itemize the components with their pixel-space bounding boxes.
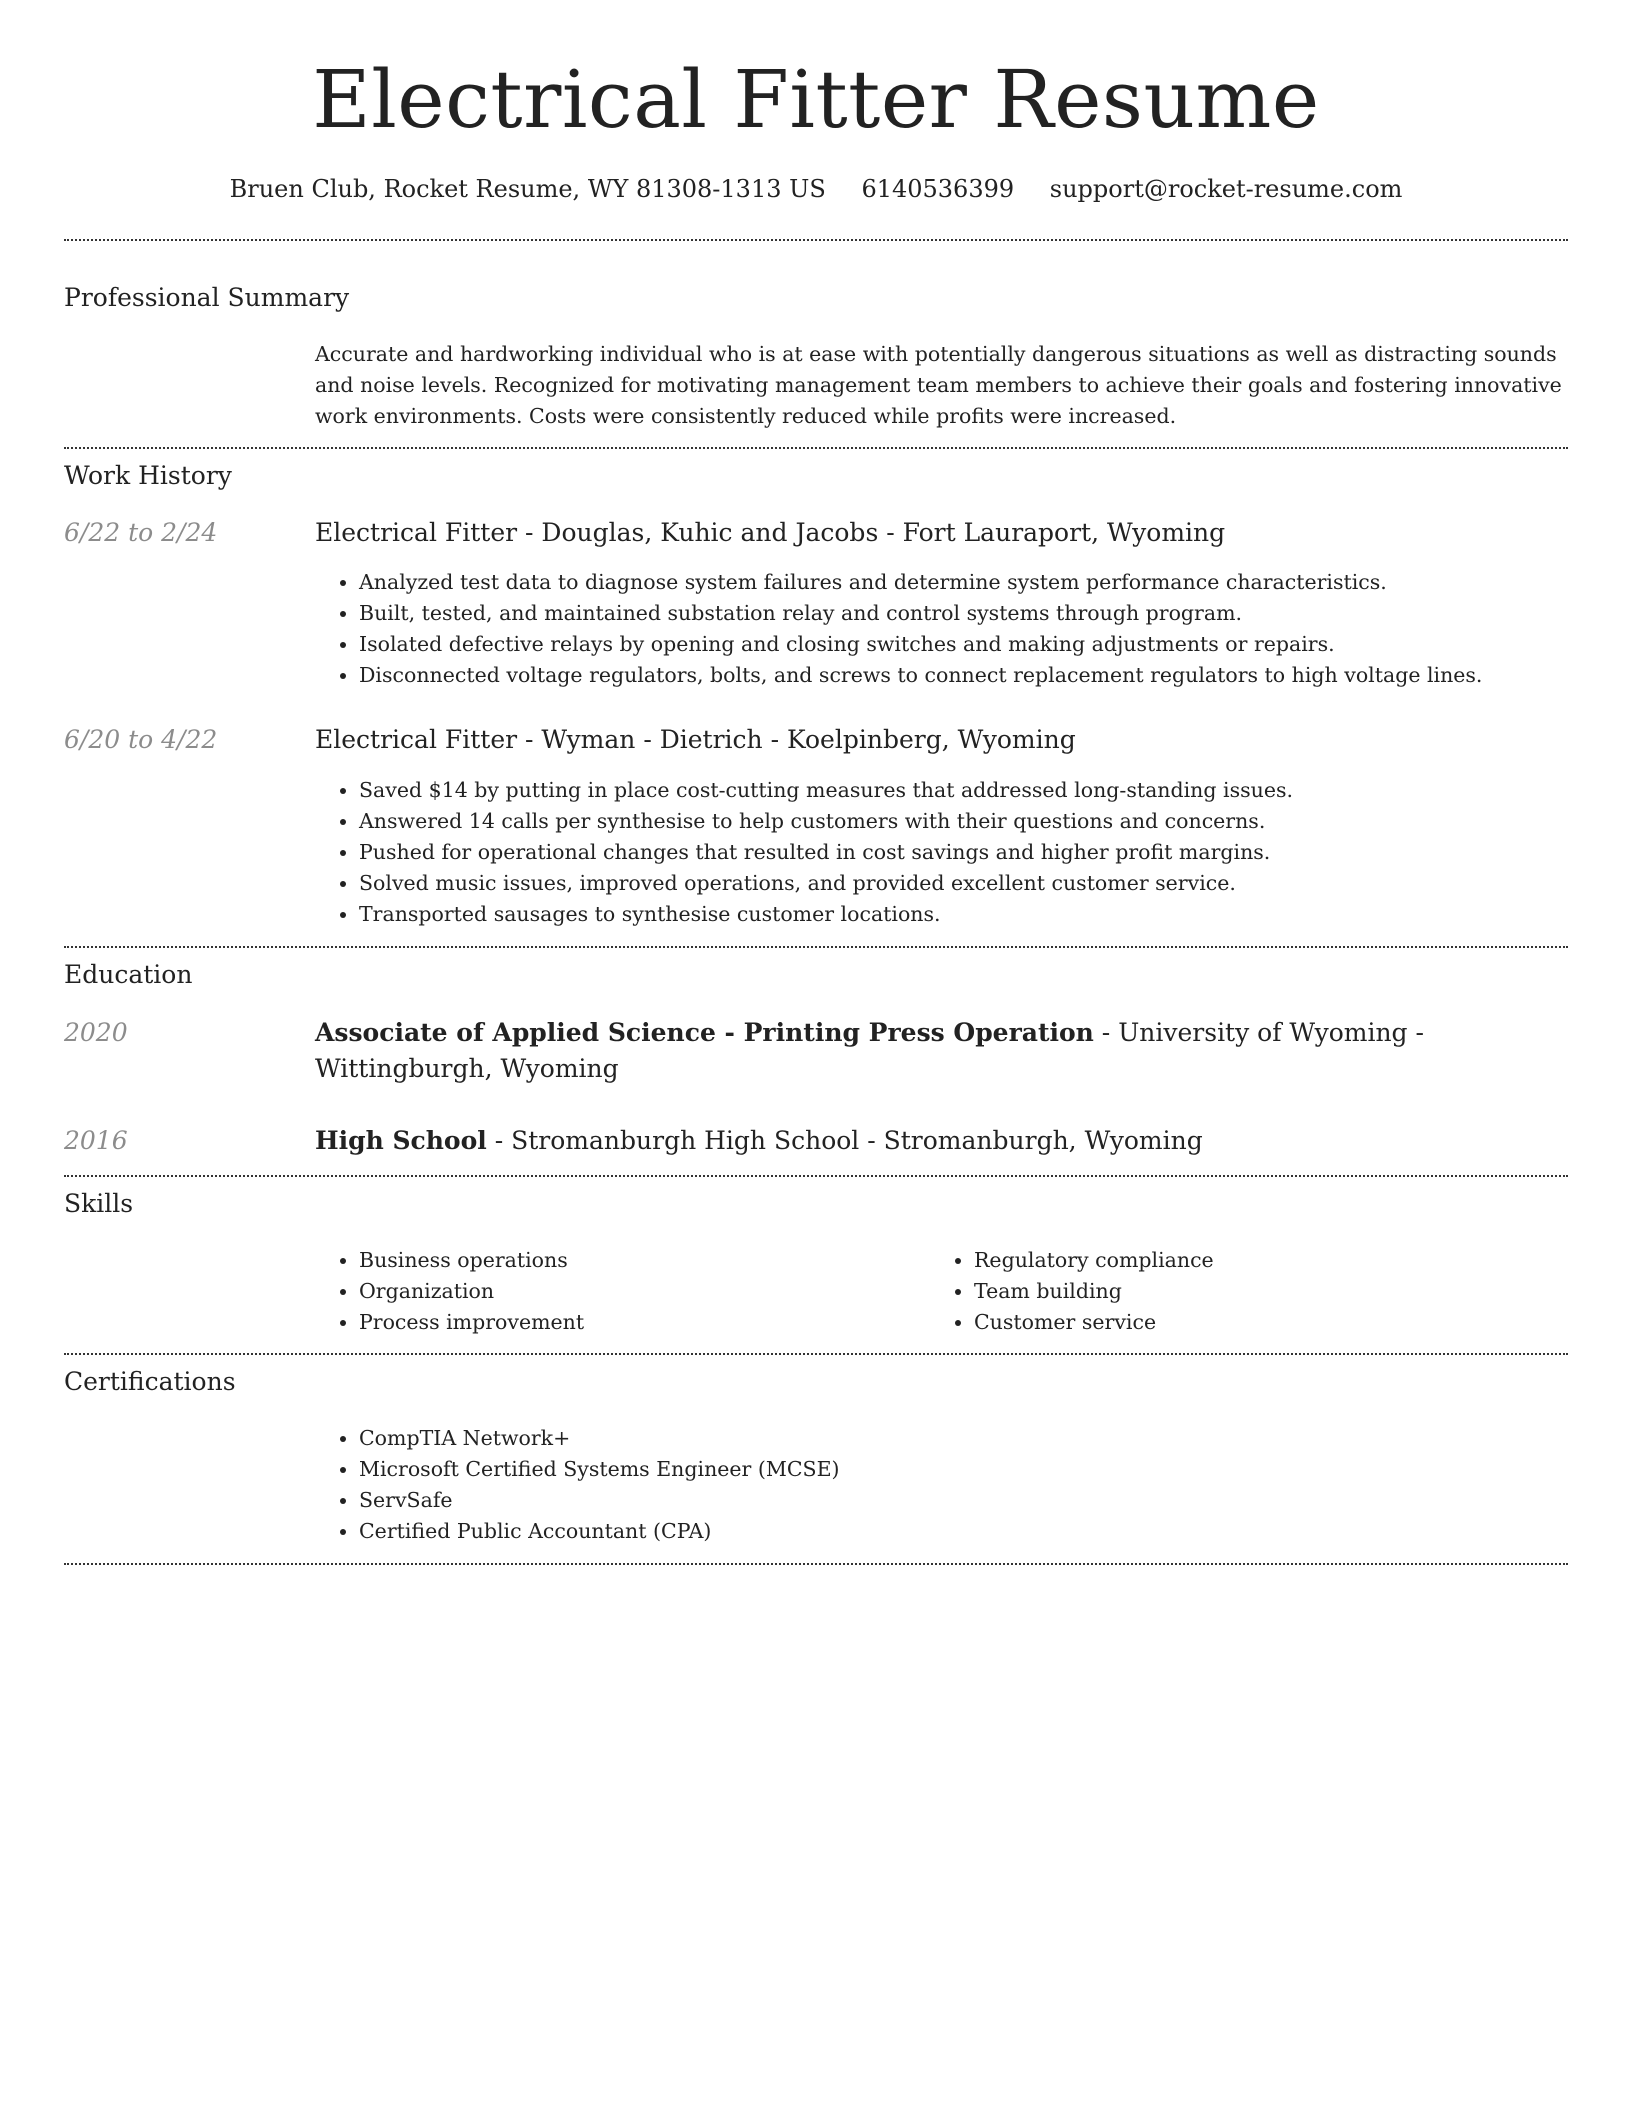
work-history-heading: Work History [64,461,232,490]
list-item: • Pushed for operational changes that resulted in cost savings and higher profit margins. [359,837,1293,868]
list-item: • Regulatory compliance [974,1245,1214,1276]
contact-line [0,171,1632,207]
education-year: 2020 [64,1018,128,1047]
section-divider [64,239,1568,241]
list-item: • Team building [974,1276,1214,1307]
skills-list-right [930,1245,1214,1338]
section-divider [64,447,1568,449]
job-dates: 6/22 to 2/24 [64,518,218,547]
summary-text: Accurate and hardworking individual who is at ease with potentially dangerous situations as well as distracting sounds and noise levels. Recognized for motivating management team members to achieve their goals and fostering innovative work environments. Costs were consistently reduced while profits were increased. [315,342,1562,428]
school-details: - University of Wyoming - Wittingburgh, Wyoming [315,1018,1424,1083]
list-item: • Answered 14 calls per synthesise to help customers with their questions and concerns. [359,806,1293,837]
list-item: • Process improvement [359,1307,584,1338]
job-duties-list [315,567,1482,691]
section-divider [64,1563,1568,1565]
education-entry [315,1015,1568,1087]
certifications-heading: Certifications [64,1367,236,1396]
list-item: • Certified Public Accountant (CPA) [359,1516,840,1547]
list-item: • Built, tested, and maintained substation relay and control systems through program. [359,598,1482,629]
list-item: • Organization [359,1276,584,1307]
list-item: • Customer service [974,1307,1214,1338]
resume-title: Electrical Fitter Resume [312,53,1320,146]
degree-name: Associate of Applied Science - Printing Press Operation [315,1018,1094,1047]
list-item: • Disconnected voltage regulators, bolts, and screws to connect replacement regulators to high voltage lines. [359,660,1482,691]
skills-list-left [315,1245,584,1338]
list-item: • Transported sausages to synthesise customer locations. [359,899,1293,930]
list-item: • Microsoft Certified Systems Engineer (MCSE) [359,1454,840,1485]
list-item: • Business operations [359,1245,584,1276]
certifications-list [315,1423,840,1547]
job-title: Electrical Fitter - Douglas, Kuhic and Jacobs - Fort Lauraport, Wyoming [315,518,1226,547]
job-duties-list [315,775,1293,930]
section-divider [64,1353,1568,1355]
summary-heading: Professional Summary [64,283,350,312]
education-heading: Education [64,960,193,989]
contact-address: Bruen Club, Rocket Resume, WY 81308-1313 US [229,175,826,203]
contact-email: support@rocket-resume.com [1049,175,1403,203]
job-dates: 6/20 to 4/22 [64,725,218,754]
list-item: • CompTIA Network+ [359,1423,840,1454]
list-item: • Analyzed test data to diagnose system failures and determine system performance characteristics. [359,567,1482,598]
skills-heading: Skills [64,1189,134,1218]
degree-name: High School [315,1126,487,1155]
list-item: • Saved $14 by putting in place cost-cutting measures that addressed long-standing issues. [359,775,1293,806]
education-year: 2016 [64,1126,128,1155]
school-details: - Stromanburgh High School - Stromanburgh, Wyoming [486,1126,1203,1155]
list-item: • Isolated defective relays by opening and closing switches and making adjustments or repairs. [359,629,1482,660]
section-divider [64,1175,1568,1177]
job-title: Electrical Fitter - Wyman - Dietrich - Koelpinberg, Wyoming [315,725,1076,754]
list-item: • ServSafe [359,1485,840,1516]
education-entry [315,1123,1568,1159]
contact-phone: 6140536399 [861,175,1015,203]
section-divider [64,946,1568,948]
list-item: • Solved music issues, improved operations, and provided excellent customer service. [359,868,1293,899]
